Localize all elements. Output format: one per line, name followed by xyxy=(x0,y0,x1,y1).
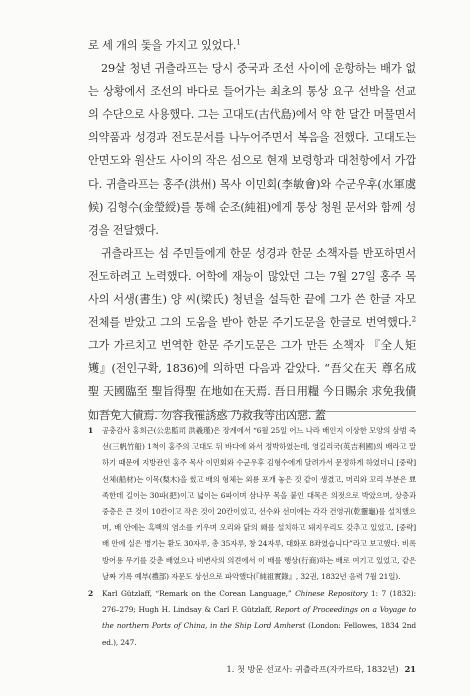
footnote-2-text-1: Karl Gützlaff, “Remark on the Corean Language,” xyxy=(102,589,296,599)
paragraph-1-text: 로 세 개의 돛을 가지고 있었다. xyxy=(88,39,237,52)
footnote-1 xyxy=(88,423,416,585)
footnote-2 xyxy=(88,586,416,651)
paragraph-3-text-a: 귀츨라프는 섬 주민들에게 한문 성경과 한문 소책자를 반포하면서 전도하려고 노력했다. 어학에 재능이 많았던 그는 7월 27일 홍주 목사의 서생(書生) 양 씨(梁氏) 청년을 설득한 끝에 그가 쓴 한글 자모 전체를 받았고 그의 도움을 받아 한문 주기도문을 한글로 번역했다. xyxy=(88,246,416,330)
footnotes xyxy=(88,423,416,652)
footnote-1-text: 공충감사 홍희근(公忠監司 洪羲瑾)은 장계에서 “6월 25일 어느 나라 배인지 이상한 모양의 삼범 죽선(三帆竹船) 1척이 홍주의 고대도 뒤 바다에 와서 정박하였는데, 영길리국(英吉利國)의 배라고 말하기 때문에 지방관인 홍주 목사 이민회와 수군우후 김형수에게 달려가서 문정하게 하였더니 [중략] 선체(船材)는 이목(梨木)을 썼고 배의 형체는 외룡 포개 놓은 것 같이 생겼고, 머리와 꼬리 부분은 뾰족한데 길이는 30파(把)이고 넓이는 6파이며 삼나무 목을 붙인 대목은 의젓으로 박았으며, 상층과 중층은 큰 것이 10칸이고 작은 것이 20칸이었고, 선수와 선미에는 각각 건영귀(乾靈龜)를 설치했으며, 배 안에는 흑백의 염소를 키우며 오리와 닭의 홰를 설치하고 돼지우리도 갖추고 있었고, [중략] 배 안에 실은 병기는 환도 30자루, 총 35자루, 창 24자루, 대화포 8좌였습니다”라고 보고했다. 비록 방어용 무기를 갖춘 배였으나 비변사의 의견에서 이 배를 행상(行商)하는 배로 여기고 있었고, 같은 날짜 기록 예부(禮部) 자문도 상선으로 파악했다(『純祖實錄』, 32권, 1832년 음력 7월 21일). xyxy=(102,426,416,581)
footnote-2-book-title: Report of Proceedings on a Voyage to the northern Ports of China, in the Ship Lord Amherst xyxy=(102,605,416,631)
footnote-ref-1[interactable]: 1 xyxy=(236,38,241,47)
paragraph-3-text-b: 그가 가르치고 번역한 한문 주기도문은 그가 만든 소책자 『全人矩矱』(전인구확, 1836)에 의하면 다음과 같았다. “吾父在天 尊名成聖 天國臨至 聖旨得聖 在地如在天焉. 吾日用糧 今日賜余 求免我債 如吾免人債焉. 勿容我罹誘惑 乃救我等出凶惡. 蓋 xyxy=(88,339,416,422)
paragraph-1 xyxy=(88,34,416,57)
footnote-ref-2[interactable]: 2 xyxy=(411,315,416,324)
footnote-1-number: 1 xyxy=(88,426,94,435)
paragraph-2: 29살 청년 귀츨라프는 당시 중국과 조선 사이에 운항하는 배가 없는 상황에서 조선의 바다로 들어가는 최초의 통상 요구 선박을 선교의 수단으로 사용했다. 그는 고대도(古代島)에서 약 한 달간 머물면서 의약품과 성경과 전도문서를 나누어주면서 복음을 전했다. 고대도는 안면도와 원산도 사이의 작은 섬으로 현재 보령항과 대천항에서 가깝다. 귀츨라프는 홍주(洪州) 목사 이민회(李敏會)와 수군우후(水軍虞候) 김형수(金瑩綬)를 통해 순조(純祖)에게 통상 청원 문서와 함께 성경을 전달했다. xyxy=(88,62,416,237)
running-title: 1. 첫 방문 선교사: 귀츨라프(자카르타, 1832년) xyxy=(226,664,399,674)
footnote-2-text-3: (London: Fellowes, 1834 2nd ed.), 247. xyxy=(102,621,416,647)
main-text xyxy=(88,34,416,427)
paragraph-3 xyxy=(88,242,416,427)
footnote-2-number: 2 xyxy=(88,589,94,599)
page-footer xyxy=(88,663,416,675)
footnote-2-text-2: 1: 7 (1832): 276–279; Hugh H. Lindsay & Carl F. Gützlaff, xyxy=(102,589,416,615)
footnote-divider xyxy=(88,411,416,412)
page-number: 21 xyxy=(404,664,416,674)
footnote-2-journal-title: Chinese Repository xyxy=(295,589,368,599)
